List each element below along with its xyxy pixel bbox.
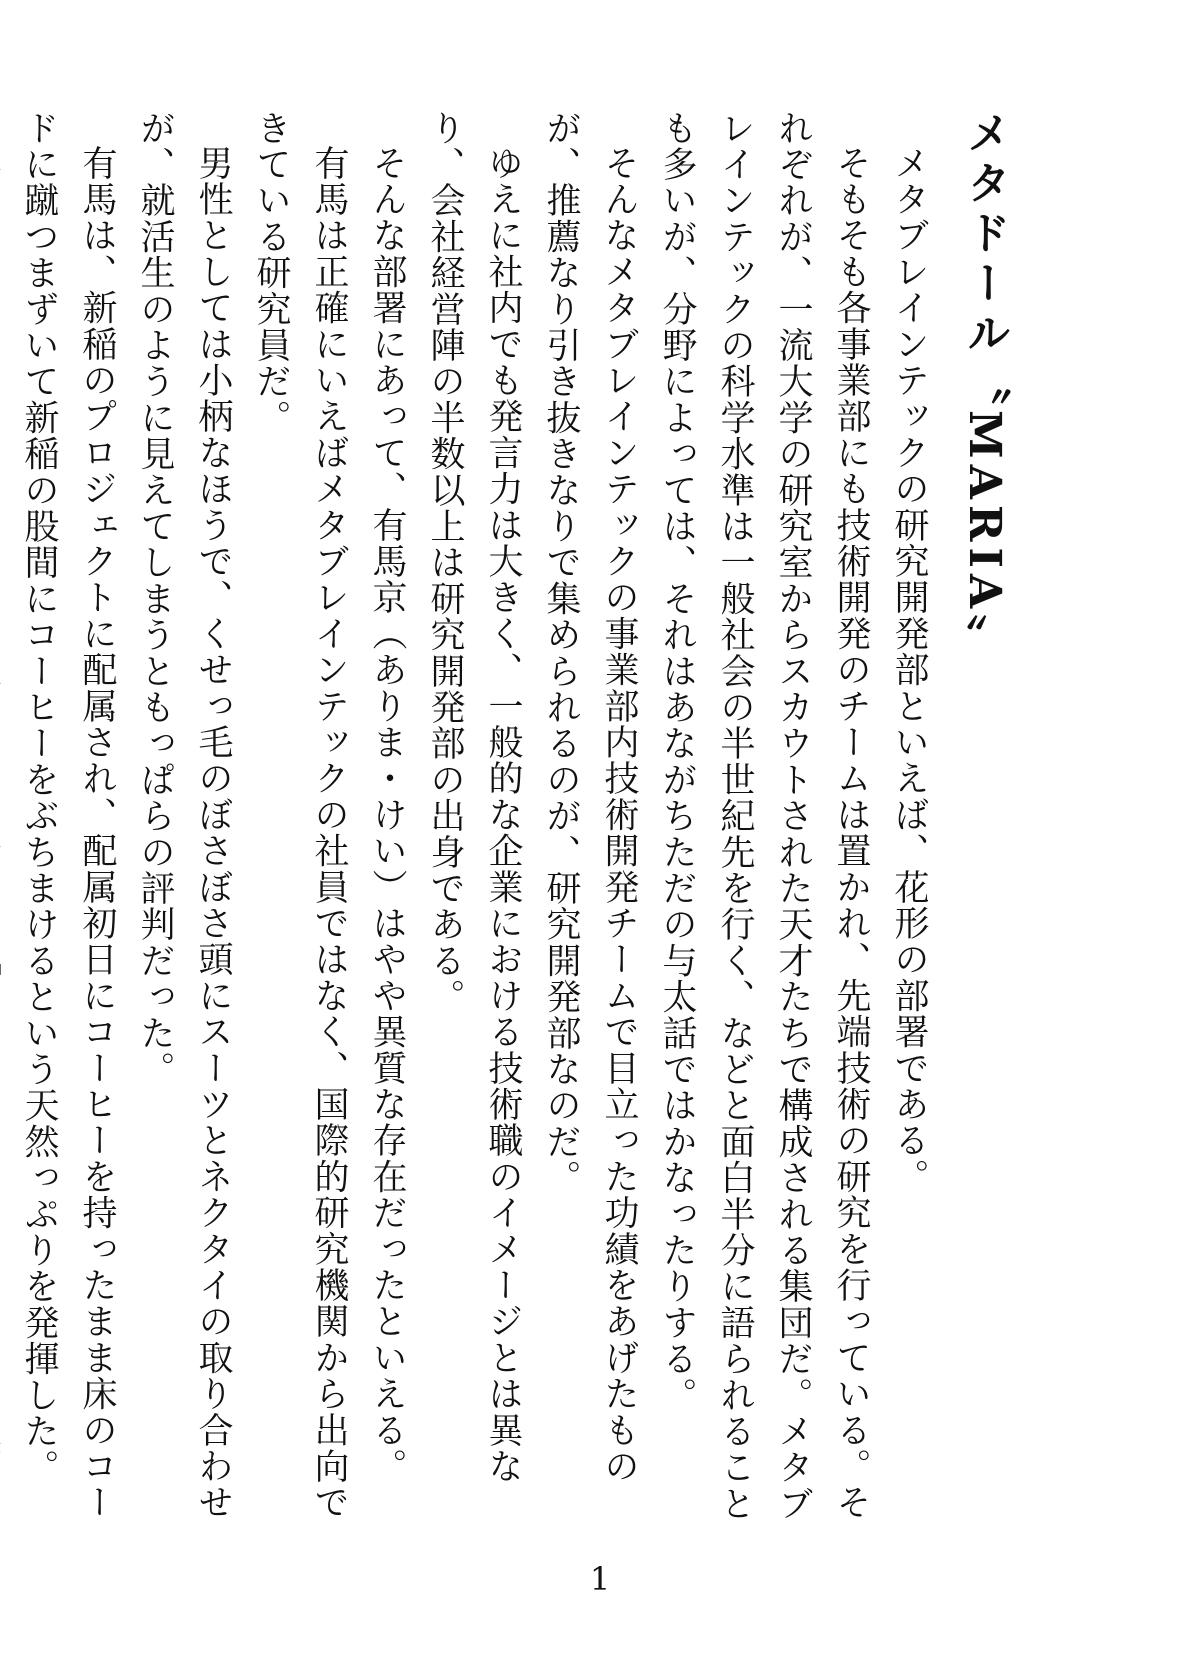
paragraph-6: 有馬は正確にいえばメタブレインテックの社員ではなく、国際的研究機関から出向できている研究員だ。 bbox=[251, 110, 349, 1521]
paragraph-4: ゆえに社内でも発言力は大きく、一般的な企業における技術職のイメージとは異なり、会社経営陣の半数以上は研究開発部の出身である。 bbox=[425, 110, 523, 1485]
paragraph-8: 有馬は、新稲のプロジェクトに配属され、配属初日にコーヒーを持ったまま床のコードに蹴つまずいて新稲の股間にコーヒーをぶちまけるという天然っぷりを発揮した。 bbox=[19, 110, 117, 1521]
paragraph-5: そんな部署にあって、有馬京（ありま・けい）はやや異質な存在だったといえる。 bbox=[367, 145, 407, 1485]
paragraph-2: そもそも各事業部にも技術開発のチームは置かれ、先端技術の研究を行っている。それぞれが、一流大学の研究室からスカウトされた天才たちで構成される集団だ。メタブレインテックの科学水準は一般社会の半世紀先を行く、などと面白半分に語られることも多いが、分野によっては、それはあながちただの与太話ではかなったりする。 bbox=[657, 110, 871, 1522]
paragraph-1: メタブレインテックの研究開発部といえば、花形の部署である。 bbox=[889, 145, 929, 1195]
body-text bbox=[19, 110, 938, 1540]
document-title: メタドール〝MARIA〟 bbox=[959, 110, 1010, 665]
page-number: 1 bbox=[589, 1560, 611, 1598]
paragraph-9 bbox=[0, 110, 10, 1540]
paragraph-3: そんなメタブレインテックの事業部内技術開発チームで目立った功績をあげたものが、推薦なり引き抜きなりで集められるのが、研究開発部なのだ。 bbox=[541, 110, 639, 1485]
paragraph-7: 男性としては小柄なほうで、くせっ毛のぼさぼさ頭にスーツとネクタイの取り合わせが、就活生のように見えてしまうともっぱらの評判だった。 bbox=[135, 110, 233, 1521]
